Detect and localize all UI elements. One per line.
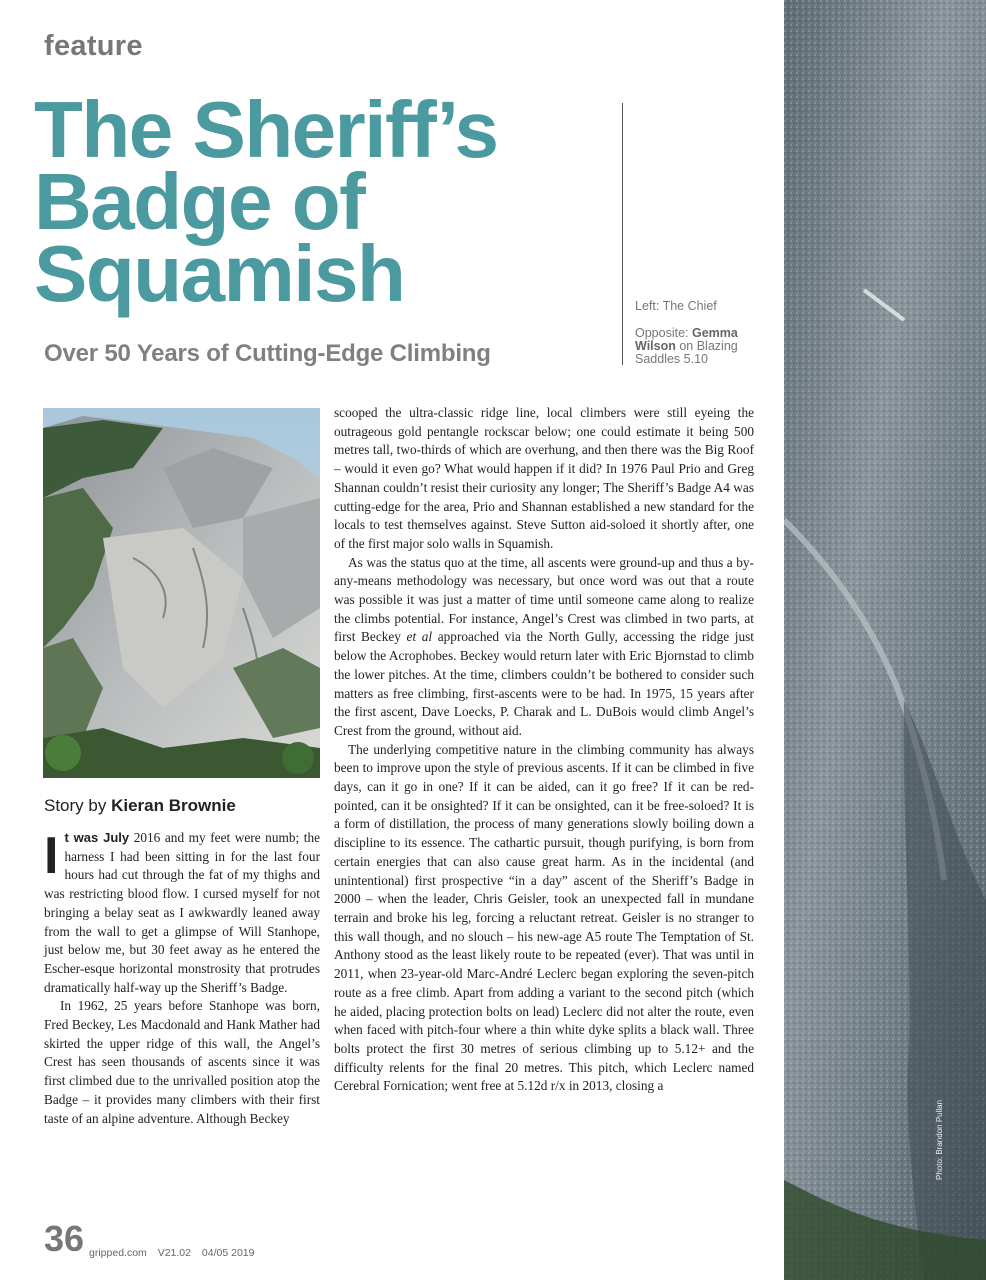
author-name: Kieran Brownie	[111, 796, 236, 815]
footer-site: gripped.com	[89, 1247, 147, 1259]
footer-date: 04/05 2019	[201, 1247, 255, 1259]
article-column-left	[44, 829, 320, 1128]
section-label: feature	[44, 30, 143, 62]
granite-wall-photo-icon	[784, 0, 986, 1280]
article-column-right	[334, 404, 754, 1096]
paragraph-1: It was July 2016 and my feet were numb; the harness I had been sitting in for the last four hours had cut through the fat of my thighs and was restricting blood flow. I cursed myself for not bringing a belay seat as I awkwardly leaned away from the wall to get a glimpse of Will Stanhope, just below me, but 30 feet away as he entered the Escher-esque horizontal monstrosity that protrudes dramatically half-way up the Sheriff’s Badge.	[44, 827, 321, 995]
byline: Story by Kieran Brownie	[44, 796, 236, 815]
article-title	[34, 85, 614, 318]
footer-volume: V21.02	[157, 1247, 191, 1259]
caption-divider	[622, 103, 623, 365]
paragraph-5: The underlying competitive nature in the climbing community has always been to improve upon the style of previous ascents. If it can be climbed in five days, can it go in one? If it can be aided, can it go free? If it can be red-pointed, can it be onsighted? If it can be onsighted, can it be free-soloed? It is a form of distillation, the process of many generations slowly boiling down a discipline to its essence. The cathartic pursuit, though purifying, is born from certain energies that can also cause great harm. As in the incidental (and unintentional) first prospective “in a day” ascent of the Sheriff’s Badge in 2000 – when the leader, Chris Geisler, took an unexpected fall in mundane terrain and broke his leg, forcing a reluctant retreat. Geisler is no stranger to this wall though, and no slouch – his new-age A5 route The Temptation of St. Anthony stood as the least likely route to be repeated (ever). That was until in 2011, when 23-year-old Marc-André Leclerc began exploring the seven-pitch route as a free climb. Apart from adding a variant to the second pitch (which he aided, placing protection bolts on lead) Leclerc did not alter the route, even when faced with pitch-four where a thin white dyke splits a black wall. Three bolts protect the first 30 metres of serious climbing up to 5.12+ and the difficulty relents for the final 20 metres. This pitch, which Leclerc named Cerebral Fornication; went free at 5.12d r/x in 2013, closing a	[334, 741, 754, 1094]
page-number: 36	[44, 1218, 85, 1259]
opposite-page-photo	[784, 0, 986, 1280]
the-chief-photo	[43, 408, 320, 778]
title-line-1: The Sheriff’s	[34, 85, 498, 174]
drop-cap: I	[44, 827, 59, 885]
photo-caption	[635, 300, 765, 380]
page-footer	[89, 1247, 262, 1259]
article-subtitle: Over 50 Years of Cutting-Edge Climbing	[44, 340, 491, 367]
caption-left: Left: The Chief	[635, 299, 717, 313]
caption-opposite: Opposite: Gemma Wilson on Blazing Saddles 5.10	[635, 326, 738, 366]
paragraph-4: As was the status quo at the time, all ascents were ground-up and thus a by-any-means methodology was necessary, but once word was out that a route was possible it was just a matter of time until someone came along to realize the climbs potential. For instance, Angel’s Crest was climbed in two parts, at first Beckey et al approached via the North Gully, accessing the ridge just below the Acrophobes. Beckey would return later with Eric Bjornstad to climb the lower pitches. At the time, climbers couldn’t be bothered to consider such matters as free climbing, first-ascents were to be had. In 1975, 15 years after the first ascent, Dave Loecks, P. Charak and L. DuBois would climb Angel’s Crest from the ground, without aid.	[334, 554, 754, 738]
lead-in: t was July	[64, 830, 130, 845]
photo-credit: Photo: Brandon Pullan	[935, 1099, 944, 1180]
mountain-photo-icon	[43, 408, 320, 778]
paragraph-3: scooped the ultra-classic ridge line, local climbers were still eyeing the outrageous gold pentangle rockscar below; one could estimate it being 500 metres tall, two-thirds of which are overhung, and then there was the Big Roof – would it even go? What would happen if it did? In 1976 Paul Prio and Greg Shannan couldn’t resist their curiosity any longer; The Sheriff’s Badge A4 was cutting-edge for the area, Prio and Shannan established a new standard for the locals to test themselves against. Steve Sutton aid-soloed it shortly after, one of the first major solo walls in Squamish.	[334, 405, 754, 551]
paragraph-2: In 1962, 25 years before Stanhope was born, Fred Beckey, Les Macdonald and Hank Mather had skirted the upper ridge of this wall, the Angel’s Crest has seen thousands of ascents since it was first climbed due to the unrivalled position atop the Badge – it provides many climbers with their first taste of an alpine adventure. Although Beckey	[44, 998, 320, 1126]
title-line-3: Squamish	[34, 229, 405, 318]
title-line-2: Badge of	[34, 157, 365, 246]
